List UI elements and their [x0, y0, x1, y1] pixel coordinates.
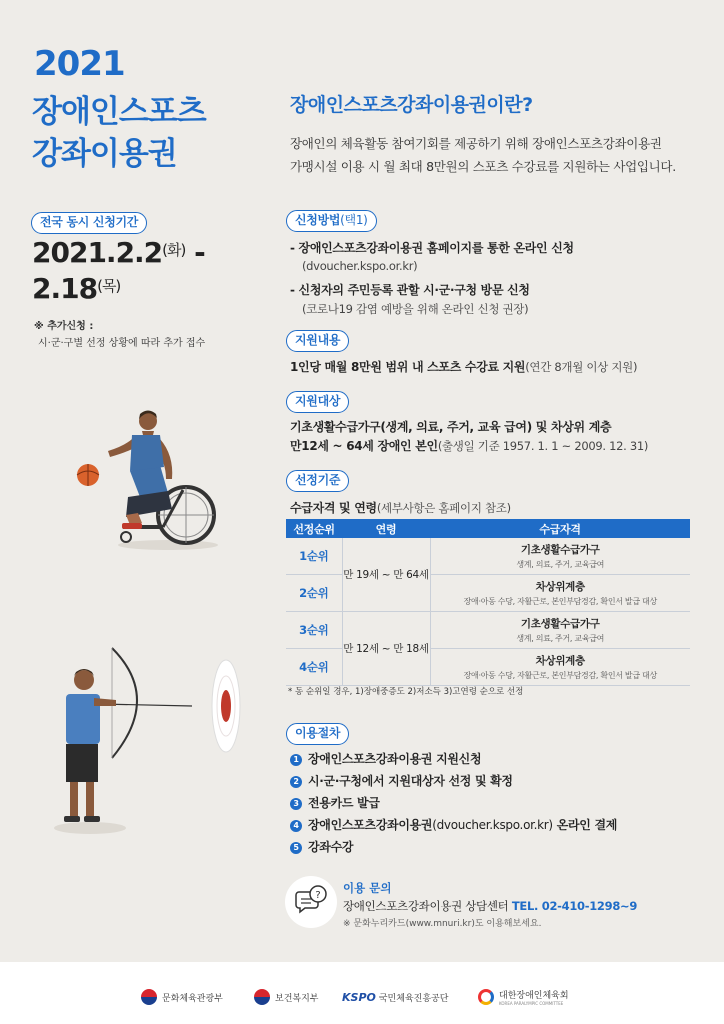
extra-title: ※ 추가신청 : [34, 321, 94, 332]
criteria-subtitle-bold: 수급자격 및 연령 [290, 501, 377, 515]
qualification-cell [430, 649, 690, 686]
intro-line-1: 장애인의 체육활동 참여기회를 제공하기 위해 장애인스포츠강좌이용권 [290, 136, 662, 151]
period-end-dow: (목) [97, 277, 121, 295]
criteria-table-header [286, 519, 690, 538]
step-text-a: 장애인스포츠강좌이용권 [308, 818, 433, 832]
rank-cell: 3순위 [286, 612, 342, 649]
table-row [286, 612, 690, 649]
title-line-1: 장애인스포츠 [32, 94, 206, 130]
org-sub-name: KOREA PARALYMPIC COMMITTEE [499, 1001, 564, 1006]
contact-title: 이용 문의 [343, 881, 392, 895]
org-name: 문화체육관광부 [162, 993, 223, 1004]
apply-method-suffix: (택1) [340, 213, 368, 227]
rank-cell: 4순위 [286, 649, 342, 686]
support-text [290, 358, 637, 375]
extra-application [34, 318, 205, 352]
org-name: 대한장애인체육회 [499, 991, 569, 1001]
step-number-badge: 4 [290, 820, 302, 832]
org-name: 보건복지부 [275, 993, 319, 1004]
period-dash: - [185, 236, 205, 269]
kspo-brand: KSPO [342, 990, 376, 1004]
contact-note: ※ 문화누리카드(www.mnuri.kr)도 이용해보세요. [343, 919, 542, 929]
contact-center: 장애인스포츠강좌이용권 상담센터 [343, 899, 512, 913]
step-number-badge: 5 [290, 842, 302, 854]
criteria-subtitle-normal: (세부사항은 홈페이지 참조) [376, 501, 511, 515]
rank-cell: 1순위 [286, 538, 342, 575]
taegeuk-emblem-icon [254, 989, 270, 1005]
support-label: 지원내용 [286, 330, 349, 352]
qualification-cell [430, 612, 690, 649]
apply-item-2-sub: (코로나19 감염 예방을 위해 온라인 신청 권장) [302, 302, 529, 316]
criteria-label: 선정기준 [286, 470, 349, 492]
process-step-1 [290, 750, 481, 767]
step-text: 시·군·구청에서 지원대상자 선정 및 확정 [308, 774, 513, 788]
period-start [32, 236, 205, 269]
logo-mcst [141, 988, 223, 1006]
intro-line-2: 가맹시설 이용 시 월 최대 8만원의 스포츠 수강료를 지원하는 사업입니다. [290, 159, 676, 174]
kpc-text [499, 988, 569, 1006]
qualification-cell [430, 538, 690, 575]
apply-method-label [286, 210, 377, 232]
period-start-dow: (화) [162, 241, 186, 259]
criteria-header-rank: 선정순위 [286, 519, 342, 538]
process-step-4 [290, 816, 617, 833]
process-label: 이용절차 [286, 723, 349, 745]
qualification-main: 기초생활수급가구 [520, 618, 600, 630]
step-number-badge: 3 [290, 798, 302, 810]
step-number-badge: 1 [290, 754, 302, 766]
support-text-bold: 1인당 매월 8만원 범위 내 스포츠 수강료 지원 [290, 360, 526, 374]
org-name: 국민체육진흥공단 [378, 993, 449, 1004]
support-text-normal: (연간 8개월 이상 지원) [525, 360, 638, 374]
wheelchair-athlete-illustration [68, 405, 228, 555]
apply-method-title: 신청방법 [295, 213, 341, 227]
title-line-2: 강좌이용권 [32, 136, 177, 172]
step-number-badge: 2 [290, 776, 302, 788]
qualification-detail: 생계, 의료, 주거, 교육급여 [516, 634, 605, 643]
target-label: 지원대상 [286, 391, 349, 413]
criteria-table [286, 519, 690, 686]
step-text: 장애인스포츠강좌이용권 지원신청 [308, 752, 482, 766]
logo-kpc [478, 988, 569, 1006]
contact-phone[interactable]: TEL. 02-410-1298~9 [511, 899, 638, 913]
footer-logos [0, 962, 724, 1024]
period-label: 전국 동시 신청기간 [31, 212, 147, 234]
title-year: 2021 [34, 44, 125, 84]
intro-heading: 장애인스포츠강좌이용권이란? [290, 94, 533, 116]
intro-description [290, 132, 676, 178]
contact-line [343, 898, 637, 914]
qualification-main: 차상위계층 [535, 581, 585, 593]
qualification-detail: 장애·아동 수당, 자활근로, 본인부담경감, 확인서 발급 대상 [463, 671, 657, 680]
chat-bubble-icon [285, 876, 337, 928]
rank-cell: 2순위 [286, 575, 342, 612]
target-line-2-normal: (출생일 기준 1957. 1. 1 ~ 2009. 12. 31) [437, 439, 649, 453]
taegeuk-emblem-icon [141, 989, 157, 1005]
age-cell: 만 12세 ~ 만 18세 [342, 612, 430, 686]
qualification-detail: 장애·아동 수당, 자활근로, 본인부담경감, 확인서 발급 대상 [463, 597, 657, 606]
process-step-3 [290, 794, 380, 811]
criteria-header-age: 연령 [342, 519, 430, 538]
criteria-header-qualification: 수급자격 [430, 519, 690, 538]
step-text: 강좌수강 [308, 840, 354, 854]
svg-text:?: ? [315, 890, 321, 901]
step-text-c: 온라인 결제 [552, 818, 618, 832]
apply-item-2: - 신청자의 주민등록 관할 시·군·구청 방문 신청 [290, 283, 530, 297]
kpc-emblem-icon [478, 989, 494, 1005]
process-step-5 [290, 838, 353, 855]
period-end [32, 272, 120, 305]
qualification-detail: 생계, 의료, 주거, 교육급여 [516, 560, 605, 569]
qualification-main: 차상위계층 [535, 655, 585, 667]
qualification-cell [430, 575, 690, 612]
step-text-b: (dvoucher.kspo.or.kr) [432, 818, 553, 832]
target-line-2-bold: 만12세 ~ 64세 장애인 본인 [290, 439, 438, 453]
extra-text: 시·군·구별 선정 상황에 따라 추가 접수 [38, 338, 206, 349]
period-end-date: 2.18 [32, 272, 98, 305]
qualification-main: 기초생활수급가구 [520, 544, 600, 556]
criteria-subtitle [290, 499, 511, 516]
table-row [286, 538, 690, 575]
logo-kspo [342, 988, 448, 1006]
logo-mohw [254, 988, 318, 1006]
age-cell: 만 19세 ~ 만 64세 [342, 538, 430, 612]
archer-illustration [50, 640, 250, 840]
apply-item-1: - 장애인스포츠강좌이용권 홈페이지를 통한 온라인 신청 [290, 241, 574, 255]
target-line-1: 기초생활수급가구(생계, 의료, 주거, 교육 급여) 및 차상위 계층 [290, 420, 612, 434]
step-text: 전용카드 발급 [308, 796, 380, 810]
process-step-2 [290, 772, 513, 789]
target-line-2 [290, 437, 648, 454]
period-start-date: 2021.2.2 [32, 236, 163, 269]
criteria-note: * 동 순위일 경우, 1)장애중증도 2)저소득 3)고연령 순으로 선정 [288, 687, 524, 697]
apply-item-1-sub: (dvoucher.kspo.or.kr) [302, 259, 418, 273]
